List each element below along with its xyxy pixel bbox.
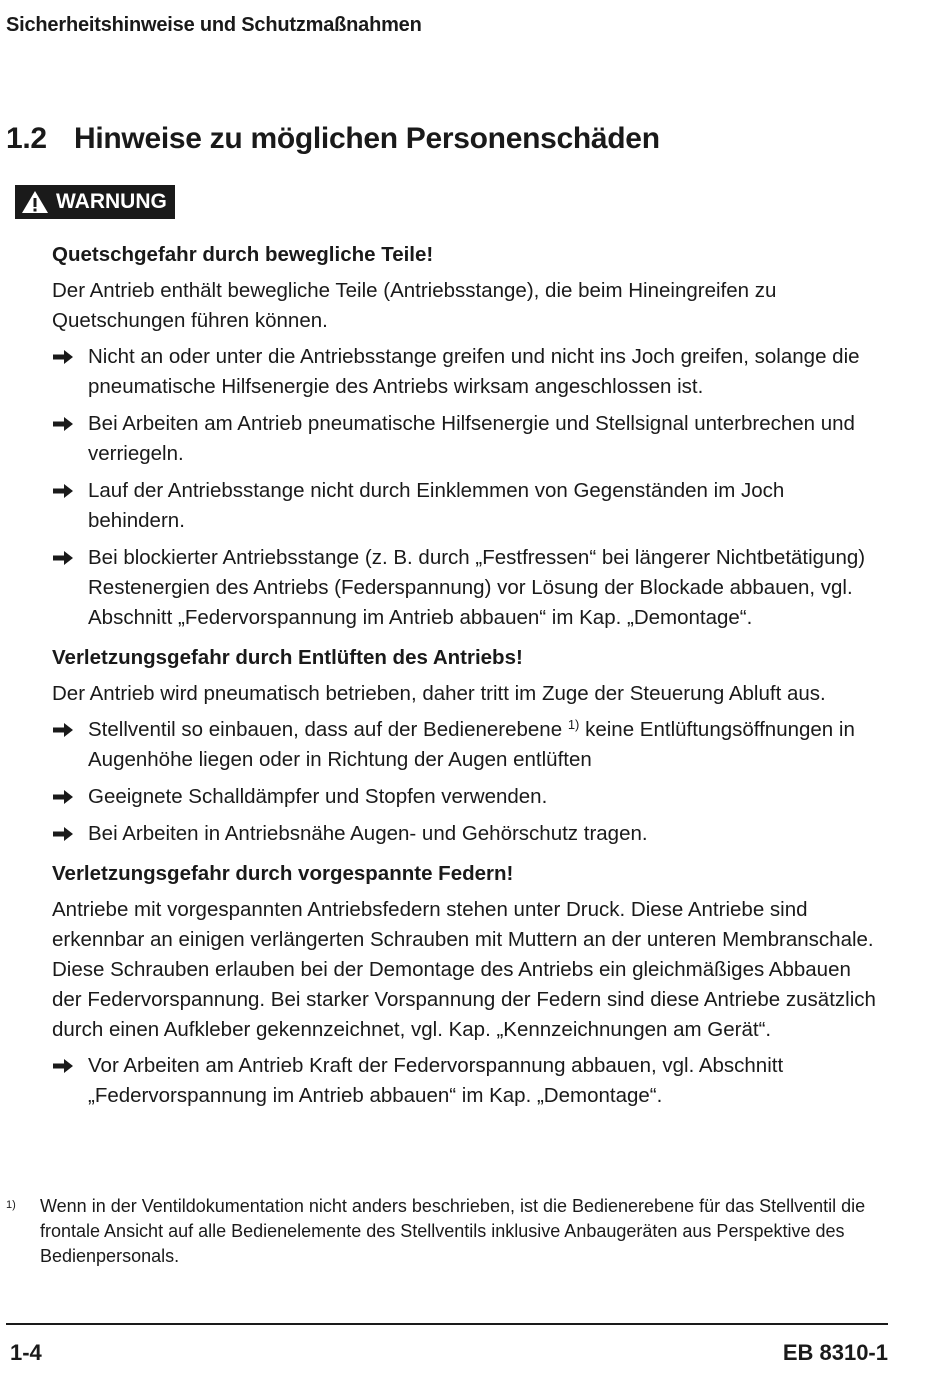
list-item xyxy=(52,819,882,849)
list-item xyxy=(52,1051,882,1111)
measures-list xyxy=(52,715,882,849)
section-number: 1.2 xyxy=(6,122,47,155)
warning-triangle-icon xyxy=(21,190,49,214)
measures-list xyxy=(52,342,882,633)
list-item-text: keine Entlüftungsöffnungen in Augenhöhe liegen oder in Richtung der Augen entlüften xyxy=(88,718,855,771)
arrow-right-icon xyxy=(52,483,74,499)
list-item-text: Vor Arbeiten am Antrieb Kraft der Federvorspannung abbauen, vgl. Abschnitt „Federvorspannung im Antrieb abbauen“ im Kap. „Demontage“. xyxy=(88,1054,784,1107)
hazard-description: Antriebe mit vorgespannten Antriebsfedern stehen unter Druck. Diese Antriebe sind erkennbar an einigen verlängerten Schrauben mit Muttern an der unteren Membranschale. Diese Schrauben erlauben bei der Demontage des Antriebs ein gleichmäßiges Abbauen der Federvorspannung. Bei starker Vorspannung der Federn sind diese Antriebe zusätzlich durch einen Aufkleber gekennzeichnet, vgl. Kap. „Kennzeichnungen am Gerät“. xyxy=(52,898,876,1041)
list-item xyxy=(52,342,882,402)
list-item xyxy=(52,782,882,812)
page-number: 1-4 xyxy=(10,1340,42,1365)
arrow-right-icon xyxy=(52,1058,74,1074)
arrow-right-icon xyxy=(52,550,74,566)
list-item-text: Stellventil so einbauen, dass auf der Bedienerebene xyxy=(88,718,563,741)
list-item xyxy=(52,476,882,536)
hazard-title: Quetschgefahr durch bewegliche Teile! xyxy=(52,243,434,266)
warning-label: WARNUNG xyxy=(56,190,167,213)
list-item-text: Bei blockierter Antriebsstange (z. B. durch „Festfressen“ bei längerer Nichtbetätigung) Restenergien des Antriebs (Federspannung) vor Lösung der Blockade abbauen, vgl. Abschnitt „Federvorspannung im Antrieb abbauen“ im Kap. „Demontage“. xyxy=(88,546,866,629)
list-item-text: Bei Arbeiten in Antriebsnähe Augen- und Gehörschutz tragen. xyxy=(88,822,648,845)
hazard-title: Verletzungsgefahr durch Entlüften des Antriebs! xyxy=(52,646,523,669)
warning-content xyxy=(52,240,882,1121)
arrow-right-icon xyxy=(52,722,74,738)
arrow-right-icon xyxy=(52,416,74,432)
footer-divider xyxy=(6,1323,888,1325)
list-item-text: Geeignete Schalldämpfer und Stopfen verwenden. xyxy=(88,785,548,808)
list-item xyxy=(52,543,882,633)
hazard-description: Der Antrieb enthält bewegliche Teile (Antriebsstange), die beim Hineingreifen zu Quetschungen führen können. xyxy=(52,279,777,332)
arrow-right-icon xyxy=(52,789,74,805)
hazard-description: Der Antrieb wird pneumatisch betrieben, daher tritt im Zuge der Steuerung Abluft aus. xyxy=(52,682,826,705)
document-id: EB 8310-1 xyxy=(782,1340,888,1365)
arrow-right-icon xyxy=(52,349,74,365)
section-title-text: Hinweise zu möglichen Personenschäden xyxy=(74,122,660,155)
warning-badge xyxy=(15,185,175,219)
measures-list xyxy=(52,1051,882,1111)
footnote-mark: 1) xyxy=(6,1199,16,1211)
footnote-reference: 1) xyxy=(567,717,580,732)
running-header: Sicherheitshinweise und Schutzmaßnahmen xyxy=(6,14,422,36)
list-item-text: Bei Arbeiten am Antrieb pneumatische Hilfsenergie und Stellsignal unterbrechen und verriegeln. xyxy=(88,412,855,465)
footnote-text: Wenn in der Ventildokumentation nicht anders beschrieben, ist die Bedienerebene für das Stellventil die frontale Ansicht auf alle Bedienelemente des Stellventils inklusive Anbaugeräten aus Perspektive des Bedienpersonals. xyxy=(40,1196,866,1266)
arrow-right-icon xyxy=(52,826,74,842)
hazard-title: Verletzungsgefahr durch vorgespannte Federn! xyxy=(52,862,514,885)
list-item xyxy=(52,409,882,469)
section-title xyxy=(6,122,660,156)
list-item xyxy=(52,715,882,775)
list-item-text: Lauf der Antriebsstange nicht durch Einklemmen von Gegenständen im Joch behindern. xyxy=(88,479,785,532)
footnote xyxy=(6,1194,882,1269)
list-item-text: Nicht an oder unter die Antriebsstange greifen und nicht ins Joch greifen, solange die pneumatische Hilfsenergie des Antriebs wirksam angeschlossen ist. xyxy=(88,345,860,398)
